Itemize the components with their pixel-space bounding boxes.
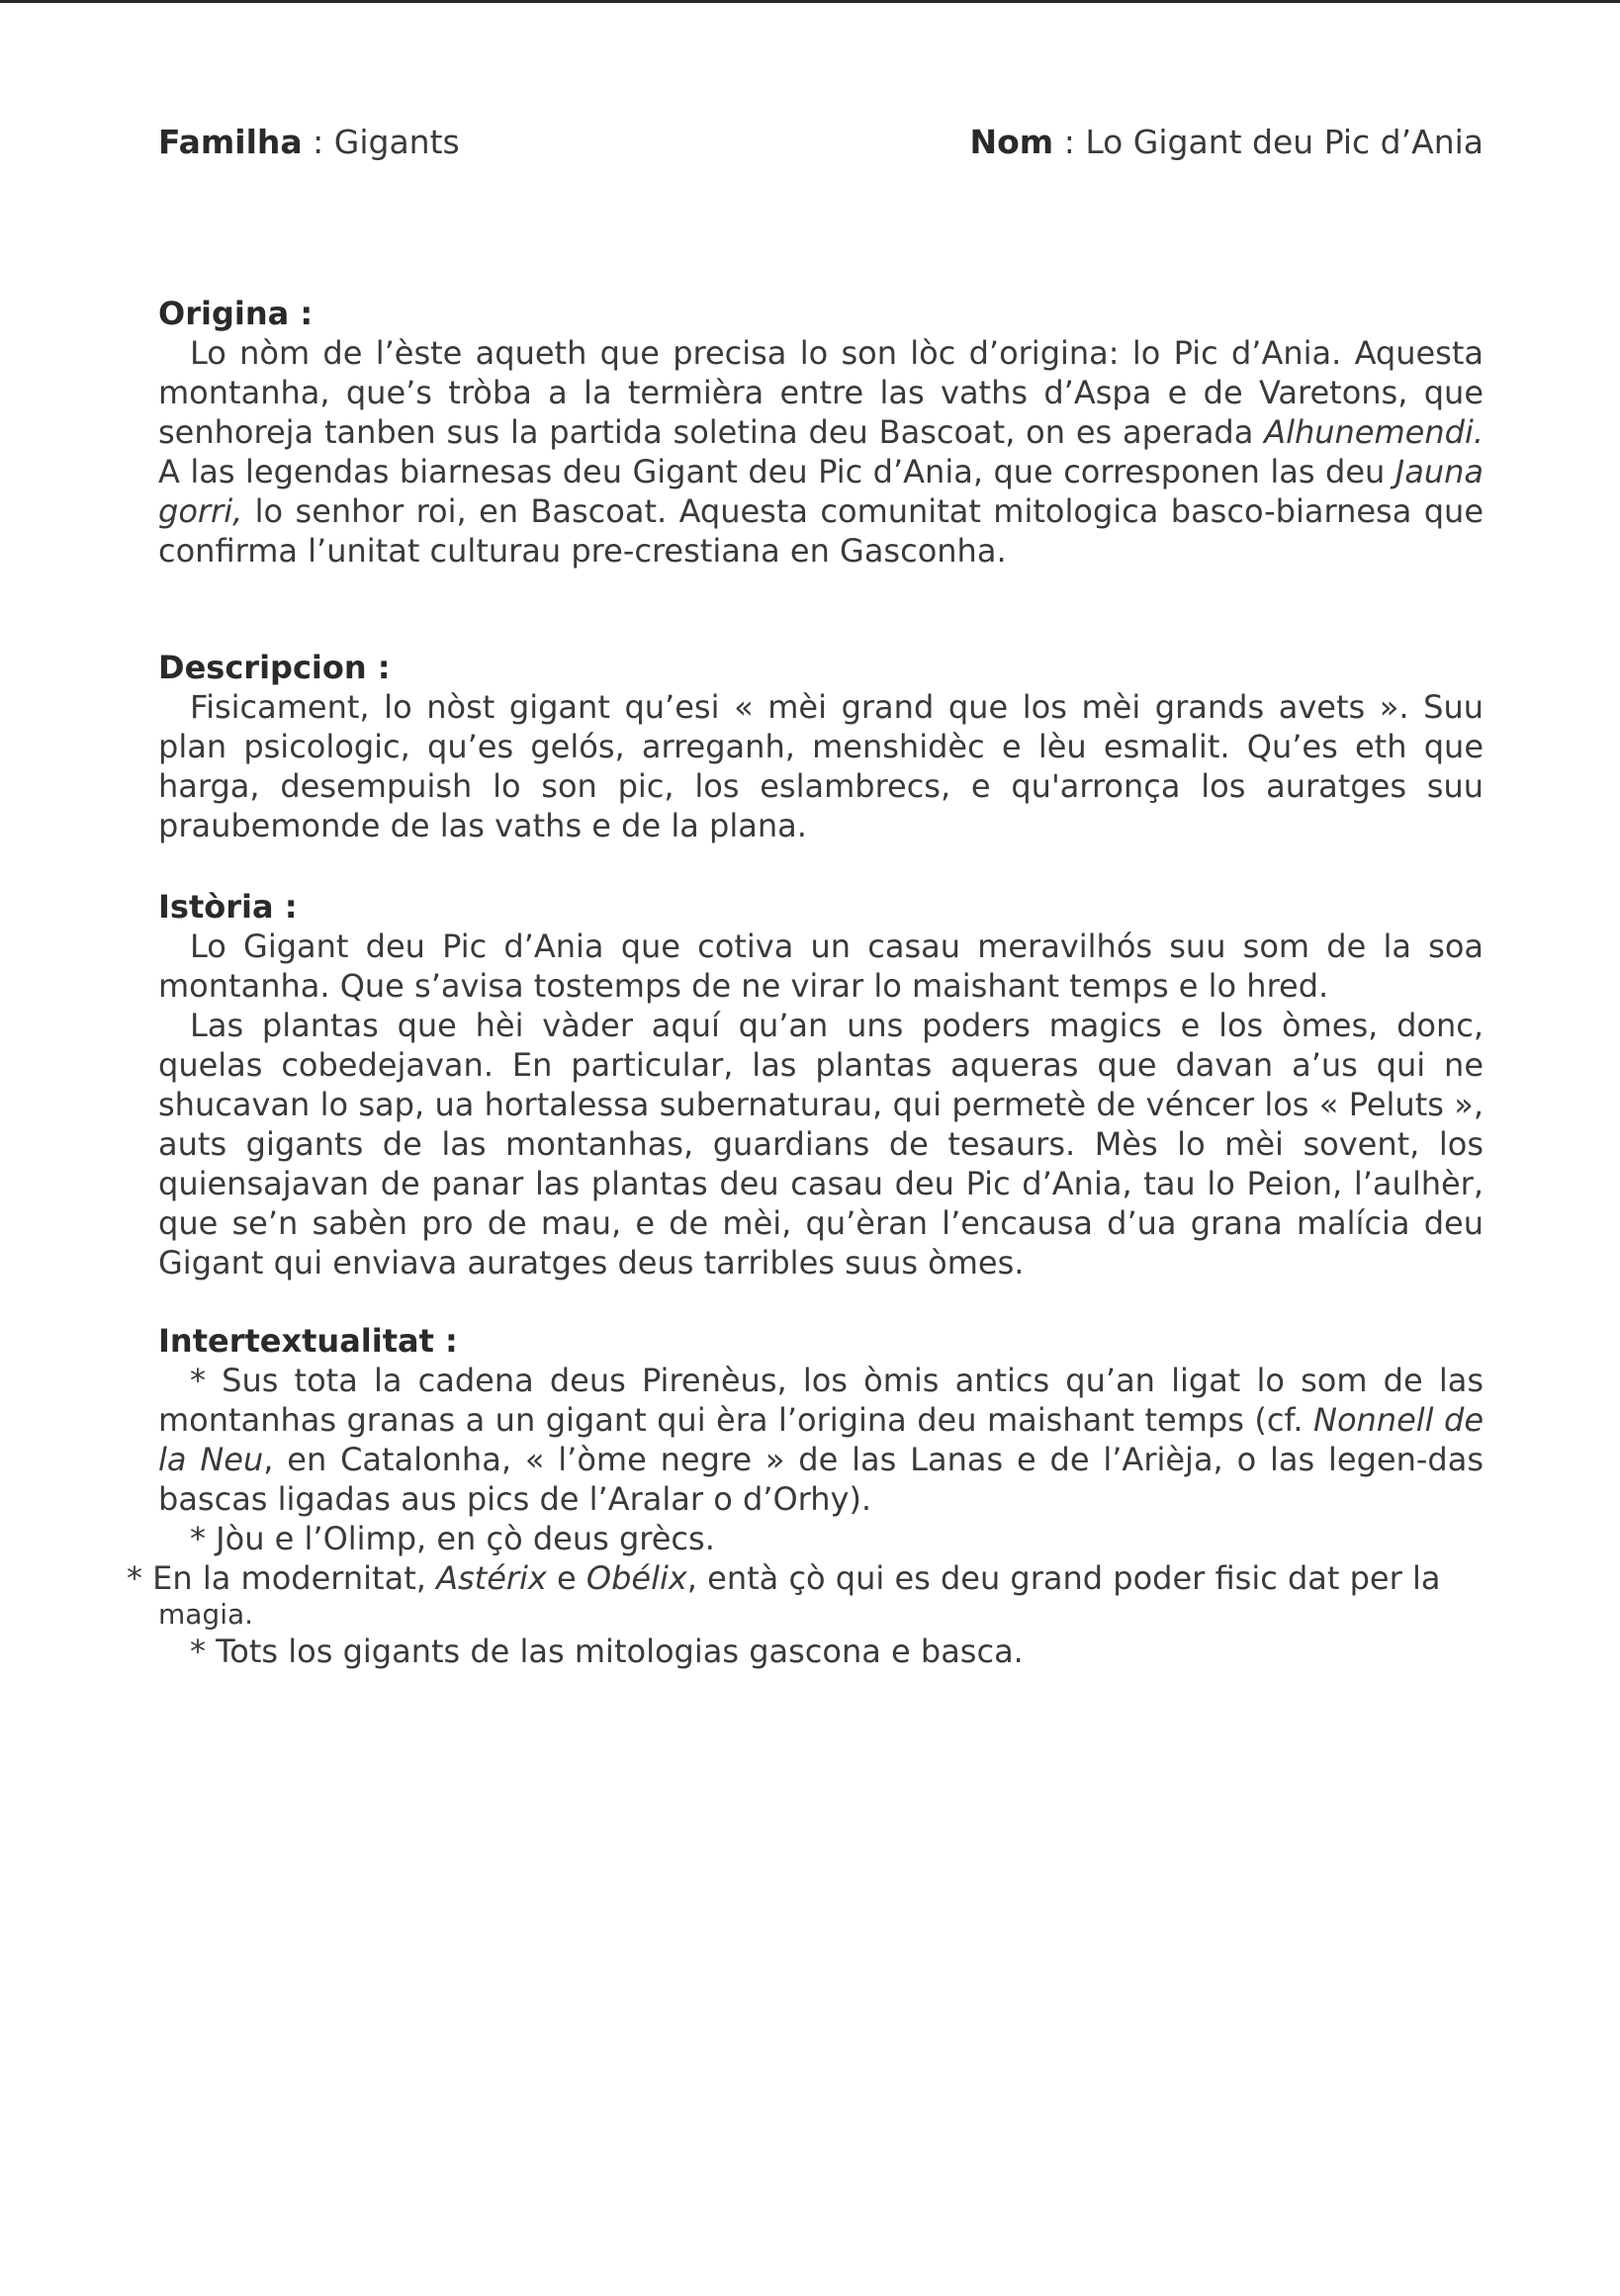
descripcion-paragraph: Fisicament, lo nòst gigant qu’esi « mèi grand que los mèi grands avets ». Suu plan psicologic, qu’es gelós, arreganh, menshidèc e lèu esmalit. Qu’es eth que harga, desempuish lo son pic, los eslambrecs, e qu'arronça los auratges suu praubemonde de las vaths e de la plana. <box>158 688 1484 844</box>
intertext-item-1 <box>158 1361 1484 1519</box>
intertext-item-3-continuation: magia. <box>158 1598 254 1631</box>
name-separator: : <box>1053 123 1086 161</box>
family-value: Gigants <box>333 123 460 161</box>
istoria-title: Istòria : <box>158 888 298 926</box>
intertext-item-4: * Tots los gigants de las mitologias gascona e basca. <box>190 1633 1024 1670</box>
origina-paragraph <box>158 333 1484 571</box>
intertext-item-3-text-a: * En la modernitat, <box>127 1559 437 1597</box>
origina-text-a: Lo nòm de l’èste aqueth que precisa lo son lòc d’origina: lo Pic d’Ania. Aquesta montanha, que’s tròba a la termièra entre las vaths d’Aspa e de Varetons, que senhoreja tanben sus la partida soletina deu Bascoat, on es aperada <box>158 334 1484 451</box>
origina-title: Origina : <box>158 295 314 332</box>
document-header <box>158 123 1484 166</box>
intertext-item-2: * Jòu e l’Olimp, en çò deus grècs. <box>190 1520 715 1557</box>
name-label: Nom <box>969 123 1054 161</box>
section-intertextualitat <box>127 1321 1485 1671</box>
intertext-emph-nonnell: Nonnell de la Neu <box>158 1401 1485 1478</box>
intertext-item-1-text-a: * Sus tota la cadena deus Pirenèus, los òmis antics qu’an ligat lo som de las montanhas granas a un gigant qui èra l’origina deu maishant temps (cf. <box>158 1362 1484 1439</box>
section-origina <box>158 294 1484 571</box>
section-descripcion <box>158 648 1484 845</box>
intertextualitat-title: Intertextualitat : <box>158 1322 458 1360</box>
origina-text-b: A las legendas biarnesas deu Gigant deu Pic d’Ania, que corresponen las deu <box>158 453 1395 490</box>
intertext-emph-asterix: Astérix <box>436 1559 547 1597</box>
istoria-paragraph-1: Lo Gigant deu Pic d’Ania que cotiva un casau meravilhós suu som de la soa montanha. Que s’avisa tostemps de ne virar lo maishant temps e lo hred. <box>158 927 1484 1005</box>
origina-emph-jauna-gorri: Jauna gorri, <box>158 453 1484 530</box>
istoria-paragraph-2: Las plantas que hèi vàder aquí qu’an uns poders magics e los òmes, donc, quelas cobedejavan. En particular, las plantas aqueras que davan a’us qui ne shucavan lo sap, ua hortalessa subernaturau, qui permetè de véncer los « Peluts », auts gigants de las montanhas, guardians de tesaurs. Mès lo mèi sovent, los quiensajavan de panar las plantas deu casau deu Pic d’Ania, tau lo Peion, l’aulhèr, que se’n sabèn pro de mau, e de mèi, qu’èran l’encausa d’ua grana malícia deu Gigant qui enviava auratges deus tarribles suus òmes. <box>158 1007 1484 1281</box>
family-field <box>158 123 460 162</box>
family-label: Familha <box>158 123 303 161</box>
name-value: Lo Gigant deu Pic d’Ania <box>1085 123 1484 161</box>
intertext-item-3 <box>127 1558 1484 1598</box>
origina-emph-alhunemendi: Alhunemendi. <box>1264 413 1484 451</box>
origina-text-c: lo senhor roi, en Bascoat. Aquesta comunitat mitologica basco-biarnesa que confirma l’unitat culturau pre-crestiana en Gasconha. <box>158 492 1484 570</box>
document-page <box>127 0 1485 2296</box>
intertext-emph-obelix: Obélix <box>585 1559 687 1597</box>
intertext-item-3-mid: e <box>546 1559 586 1597</box>
family-separator: : <box>302 123 334 161</box>
section-istoria <box>158 887 1484 1282</box>
name-field <box>970 123 1484 162</box>
descripcion-title: Descripcion : <box>158 649 391 686</box>
intertext-item-3-text-b: , entà çò qui es deu grand poder fisic dat per la <box>686 1559 1441 1597</box>
intertext-item-1-text-b: , en Catalonha, « l’òme negre » de las Lanas e de l’Arièja, o las legen-das bascas ligadas aus pics de l’Aralar o d’Orhy). <box>158 1441 1485 1518</box>
